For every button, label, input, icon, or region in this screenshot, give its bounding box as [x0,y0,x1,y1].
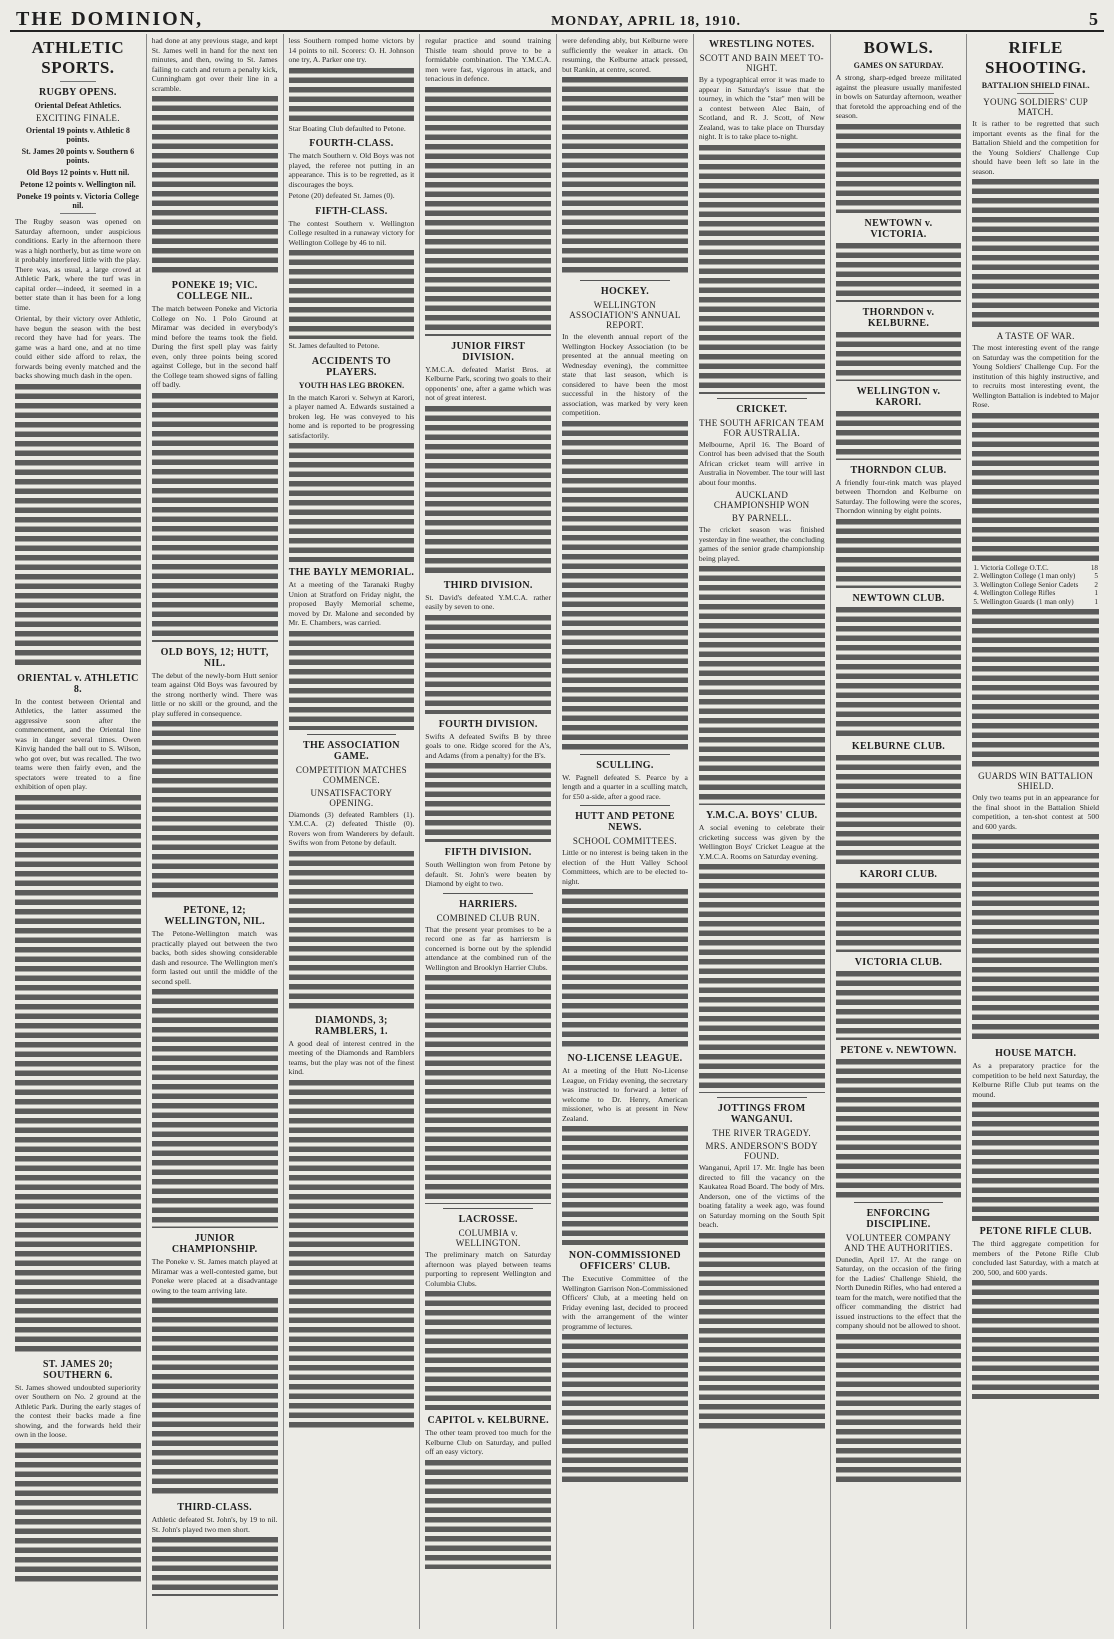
column-text-block [152,392,278,642]
team-score: 1 [1094,589,1098,598]
article-subheading: NEWTOWN CLUB. [852,592,945,604]
article-subheading: NO-LICENSE LEAGUE. [567,1053,683,1064]
article-subheading: KELBURNE CLUB. [851,740,946,752]
column-8 [967,34,1104,1629]
column-text-block [289,850,415,1010]
article-paragraph: Star Boating Club defaulted to Petone. [288,123,406,133]
article-paragraph: Athletic defeated St. John's, by 19 to nil. St. John's played two men short. [151,1515,278,1534]
article-subheading: VICTORIA CLUB. [854,956,943,968]
article-subheading: GAMES ON SATURDAY. [853,61,944,70]
column-text-block [836,882,962,952]
article-paragraph: The Rugby season was opened on Saturday afternoon, under auspicious conditions. Early in the afternoon there was a high northerly, but as time wore on it probably interfered little with the play. There was, as usual, a large crowd at Athletic Park, where the turf was in capital order—indeed, it seemed in a better state than it has been for a long time. [15,217,141,312]
column-text-block [699,144,825,394]
column-text-block [562,1333,688,1483]
column-text-block [836,754,962,864]
article-paragraph: A strong, sharp-edged breeze militated against the pleasure usually manifested in bowls on Saturday afternoon, weather that foretold the approaching end of the season. [835,73,962,120]
article-paragraph: A friendly four-rink match was played between Thorndon and Kelburne on Saturday. The following were the scores, Thorndon winning by eight points. [835,477,962,515]
team-score: 2 [1094,580,1098,589]
article-paragraph: As a preparatory practice for the competition to be held next Saturday, the Kelburne Rifle Club put teams on the mound. [972,1061,1099,1099]
article-subheading: FOURTH-CLASS. [309,138,394,149]
result-line: Old Boys 12 points v. Hutt nil. [26,168,130,177]
article-paragraph: In the eleventh annual report of the Wellington Hockey Association (to be presented at the annual meeting on Wednesday evening), the committee state that last season, which is considered to have been the most successful in the history of the association, was marked by very keen competition. [562,332,688,417]
column-text-block [836,123,962,213]
article-subheading: PETONE RIFLE CLUB. [979,1226,1092,1238]
article-subheading: THORNDON v. KELBURNE. [862,306,935,329]
result-line: St. James 20 points v. Southern 6 points. [21,147,135,165]
article-paragraph: In the match Karori v. Selwyn at Karori, a player named A. Edwards sustained a broken leg. He was conveyed to his home and is reported to be progressing satisfactorily. [288,392,415,440]
masthead [10,6,1104,32]
article-paragraph: St. James defaulted to Petone. [288,341,380,350]
article-subheading: PONEKE 19; VIC. COLLEGE NIL. [171,280,258,302]
article-paragraph: Oriental, by their victory over Athletic, have begun the season with the best record they have had for years. The game was a hard one, and at no time could either side afford to relax, the forwards being evenly matched and the backs showing much dash in the open. [15,314,141,380]
column-text-block [152,720,278,900]
article-paragraph: Melbourne, April 16. The Board of Control has been advised that the South African cricket team will arrive in Australia in November. The tour will last about four months. [698,439,825,487]
column-text-block [972,608,1099,768]
column-text-block [425,405,551,575]
article-subheading: BATTALION SHIELD FINAL. [981,81,1090,90]
article-paragraph: Y.M.C.A. defeated Marist Bros. at Kelburne Park, scoring two goals to their opponents' one, after a game which was not of great interest. [425,364,552,402]
team-name: 3. Wellington College Senior Cadets [973,580,1079,589]
article-paragraph: The most interesting event of the range on Saturday was the competition for the Young Soldiers' Challenge Cup. For the institution of this highly instructive, and to recruits most interesting event, the Wellington Battalion is indebted to Major Rose. [972,343,1099,409]
column-text-block [836,410,962,460]
column-text-block [699,565,825,805]
article-subheading: COMPETITION MATCHES COMMENCE. [295,764,407,785]
article-subheading: YOUNG SOLDIERS' CUP MATCH. [983,97,1089,117]
article-subheading: THE BAYLY MEMORIAL. [288,567,415,578]
article-subheading: NEWTOWN v. VICTORIA. [864,217,933,240]
article-subheading: YOUTH HAS LEG BROKEN. [298,380,405,390]
article-paragraph: Wanganui, April 17. Mr. Ingle has been directed to fill the vacancy on the Kaukatea Road Board. The body of Mrs. Anderson, one of the victims of the boating fatality a week ago, was found on Saturday morning on the South Spit beach. [698,1163,825,1229]
wanganui-heading: JOTTINGS FROM WANGANUI. [717,1103,806,1125]
article-subheading: COMBINED CLUB RUN. [436,912,540,923]
athletic-sports-heading: ATHLETIC SPORTS. [31,38,125,77]
article-subheading: THE SOUTH AFRICAN TEAM FOR AUSTRALIA. [699,417,825,438]
discipline-heading: ENFORCING DISCIPLINE. [866,1207,931,1230]
article-subheading: KARORI CLUB. [859,868,938,880]
column-text-block [699,863,825,1093]
article-subheading: BY PARNELL. [731,513,792,523]
oriental-subheading: Oriental Defeat Athletics. [34,101,122,110]
article-subheading: THE RIVER TRAGEDY. [712,1128,811,1138]
column-text-block [15,794,141,1354]
article-subheading: JUNIOR FIRST DIVISION. [451,340,526,363]
rifle-shooting-heading: RIFLE SHOOTING. [985,38,1087,77]
column-text-block [562,1125,688,1245]
team-score: 1 [1094,597,1098,606]
team-results-table [972,564,1099,607]
column-text-block [152,1297,278,1497]
column-text-block [152,1536,278,1596]
wrestling-heading: WRESTLING NOTES. [709,39,815,50]
article-paragraph: Petone (20) defeated St. James (0). [288,191,395,200]
article-subheading: ACCIDENTS TO PLAYERS. [311,355,391,378]
article-subheading: A TASTE OF WAR. [996,331,1075,341]
column-text-block [15,383,141,668]
issue-date: MONDAY, APRIL 18, 1910. [551,14,742,29]
team-score: 5 [1094,572,1098,581]
article-subheading: ORIENTAL v. ATHLETIC 8. [17,672,139,695]
column-text-block [836,331,962,381]
article-paragraph: Little or no interest is being taken in the election of the Hutt Valley School Committees, which are to be elected to-night. [562,848,688,886]
article-paragraph: were defending ably, but Kelburne were sufficiently the weaker in attack. On resuming, the Kelburne attack pressed, but Rankin, at centre, scored. [562,36,688,74]
column-5 [557,34,694,1629]
table-row [972,581,1099,590]
column-text-block [289,1079,415,1429]
article-subheading: JUNIOR CHAMPIONSHIP. [171,1233,258,1255]
column-text-block [836,970,962,1040]
article-paragraph: had done at any previous stage, and kept St. James well in hand for the next ten minutes, and then, owing to St. James failing to catch and return a penalty kick, Cunningham got over their line in a scramble. [151,36,278,93]
article-subheading: THORNDON CLUB. [850,464,947,476]
bowls-heading: BOWLS. [863,38,934,57]
article-paragraph: The cricket season was finished yesterday in fine weather, the concluding games of the senior grade championship being played. [698,525,825,563]
column-text-block [289,630,415,730]
article-subheading: FIFTH DIVISION. [444,847,532,858]
article-paragraph: Diamonds (3) defeated Ramblers (1). Y.M.C.A. (2) defeated Thistle (0). Rovers won from Wanderers by default. Swifts won from Petone by default. [288,809,415,847]
column-3 [284,34,421,1629]
article-subheading: FOURTH DIVISION. [438,718,538,730]
article-paragraph: The Poneke v. St. James match played at Miramar was a well-contested game, but Poneke were placed at a disadvantage owing to the team arriving late. [151,1257,278,1295]
table-row [972,589,1099,598]
column-text-block [289,442,415,562]
page-number: 5 [1089,9,1098,29]
column-text-block [972,1279,1099,1399]
column-text-block [562,76,688,276]
result-line: Oriental 19 points v. Athletic 8 points. [25,126,130,144]
column-text-block [425,614,551,714]
sculling-heading: SCULLING. [596,759,654,771]
article-subheading: SCHOOL COMMITTEES. [572,836,677,846]
association-game-heading: THE ASSOCIATION GAME. [302,739,400,762]
column-7 [831,34,968,1629]
team-name: 1. Victoria College O.T.C. [973,563,1049,572]
article-subheading: WELLINGTON v. KARORI. [856,385,941,408]
article-paragraph: It is rather to be regretted that such important events as the final for the Battalion Shield and the competition for the Young Soldiers' Challenge Cup should have been left so late in the season. [972,119,1099,176]
article-paragraph: A good deal of interest centred in the meeting of the Diamonds and Ramblers teams, but the play was not of the finest kind. [288,1038,415,1076]
column-text-block [972,1101,1099,1221]
article-subheading: FIFTH-CLASS. [315,205,388,217]
team-name: 2. Wellington College (1 man only) [973,572,1076,581]
article-subheading: OLD BOYS, 12; HUTT, NIL. [160,646,269,669]
article-subheading: SCOTT AND BAIN MEET TO-NIGHT. [699,53,824,73]
table-row [972,572,1099,581]
article-paragraph: The preliminary match on Saturday afternoon was played between teams purporting to represent Wellington and Columbia Clubs. [425,1250,552,1288]
article-subheading: PETONE, 12; WELLINGTON, NIL. [164,905,265,927]
column-text-block [836,1333,962,1483]
cricket-heading: CRICKET. [736,403,788,415]
column-text-block [972,412,1099,562]
article-paragraph: The Executive Committee of the Wellington Garrison Non-Commissioned Officers' Club, at a meeting held on Friday evening last, decided to proceed with the arrangement of the winter programme of lectures. [562,1274,688,1331]
article-paragraph: regular practice and sound training Thistle team should prove to be a formidable combination. The Y.M.C.A. men were fast, vigorous in attack, and tenacious in defence. [425,36,552,83]
article-subheading: CAPITOL v. KELBURNE. [427,1415,549,1426]
column-text-block [562,420,688,750]
article-paragraph: The other team proved too much for the Kelburne Club on Saturday, and pulled off an easy victory. [425,1428,552,1456]
column-6 [694,34,831,1629]
column-text-block [836,1058,962,1198]
article-paragraph: St. James showed undoubted superiority over Southern on No. 2 ground at the Athletic Park. During the early stages of the contest their backs made a fine showing, and the forwards held their own in the loose. [15,1382,141,1439]
result-line: Petone 12 points v. Wellington nil. [20,180,136,189]
article-paragraph: The contest Southern v. Wellington College resulted in a runaway victory for Wellington College by 46 to nil. [288,218,415,247]
article-paragraph: Swifts A defeated Swifts B by three goals to one. Ridge scored for the A's, and Adams (from a penalty) for the B's. [425,731,552,760]
article-paragraph: St. David's defeated Y.M.C.A. rather easily by seven to one. [425,592,552,611]
team-score: 18 [1090,563,1098,572]
article-paragraph: At a meeting of the Hutt No-License League, on Friday evening, the secretary was instructed to forward a letter of welcome to Dr. Henry, American missioner, who is at present in New Zealand. [562,1066,688,1123]
column-text-block [15,1442,141,1582]
article-subheading: NON-COMMISSIONED OFFICERS' CLUB. [568,1250,681,1272]
column-text-block [152,95,278,275]
column-text-block [425,762,551,842]
newspaper-title: THE DOMINION, [16,8,204,30]
column-text-block [836,606,962,736]
article-paragraph: At a meeting of the Taranaki Rugby Union at Stratford on Friday night, the proposed Bayly Memorial scheme, moved by Dr. Malone and seconded by Mr. E. Chambers, was carried. [288,580,415,627]
columns [10,34,1104,1629]
column-text-block [836,518,962,588]
team-name: 5. Wellington Guards (1 man only) [973,597,1074,606]
article-subheading: AUCKLAND CHAMPIONSHIP WON [713,490,810,510]
article-subheading: ST. JAMES 20; SOUTHERN 6. [42,1358,113,1381]
article-paragraph: The match between Poneke and Victoria College on No. 1 Polo Ground at Miramar was decided in everybody's mind before the teams took the field. During the first spell play was fairly even, only three points being scored against College, but in the second half the College team showed signs of falling off badly. [151,304,278,389]
article-paragraph: A social evening to celebrate their cricketing success was given by the Wellington Boys' Cricket League at the Y.M.C.A. Rooms on Saturday evening. [698,823,825,861]
column-text-block [289,249,415,339]
exciting-finale-heading: EXCITING FINALE. [35,113,120,123]
column-text-block [699,1232,825,1432]
article-paragraph: South Wellington won from Petone by default. St. John's were beaten by Diamond by eight to two. [425,860,552,888]
article-subheading: HOUSE MATCH. [995,1048,1077,1060]
column-text-block [289,67,415,122]
article-paragraph: Dunedin, April 17. At the range on Saturday, on the occasion of the firing for the Ladies' Challenge Shield, the North Dunedin Rifles, who had entered a team for the match, were notified that the officer commanding the district had issued instructions to the effect that the company should not be allowed to shoot. [835,1254,962,1330]
article-subheading: DIAMONDS, 3; RAMBLERS, 1. [315,1014,388,1037]
article-paragraph: In the contest between Oriental and Athletics, the latter assumed the aggressive soon after the commencement, and the Oriental line was in danger several times. Owen Kinvig handed the ball out to S. Wilson, who got over, but was recalled. The two teams were then fairly even, and the spectators were treated to a fine exhibition of open play. [15,696,141,791]
article-subheading: UNSATISFACTORY OPENING. [310,787,393,808]
article-subheading: WELLINGTON ASSOCIATION'S ANNUAL REPORT. [569,300,681,330]
article-paragraph: The third aggregate competition for members of the Petone Rifle Club concluded last Saturday, with a match at 200, 500, and 600 yards. [972,1239,1099,1277]
column-text-block [425,1290,551,1410]
column-text-block [425,86,551,336]
column-text-block [836,242,962,302]
article-subheading: GUARDS WIN BATTALION SHIELD. [978,771,1094,792]
article-subheading: THIRD-CLASS. [177,1502,252,1513]
article-subheading: Y.M.C.A. BOYS' CLUB. [705,810,818,821]
column-text-block [972,833,1099,1043]
column-text-block [425,974,551,1204]
article-subheading: COLUMBIA v. WELLINGTON. [455,1228,521,1248]
column-text-block [152,988,278,1228]
lacrosse-heading: LACROSSE. [458,1214,518,1225]
result-line: Poneke 19 points v. Victoria College nil. [16,192,139,210]
article-paragraph: less Southern romped home victors by 14 points to nil. Scorers: O. H. Johnson one try, A. Parker one try. [288,36,415,64]
column-2 [147,34,284,1629]
article-paragraph: The debut of the newly-born Hutt senior team against Old Boys was favoured by the strong northerly wind. There was little or no skill or the ground, and the play suffered in consequence. [151,670,278,718]
article-subheading: MRS. ANDERSON'S BODY FOUND. [705,1141,818,1161]
column-1 [10,34,147,1629]
hockey-heading: HOCKEY. [600,286,650,297]
column-text-block [562,888,688,1048]
table-row [972,598,1099,607]
article-subheading: THIRD DIVISION. [443,579,533,591]
article-paragraph: The match Southern v. Old Boys was not played, the referee not putting in an appearance. This is to be regretted, as it discourages the boys. [288,151,415,189]
article-subheading: VOLUNTEER COMPANY AND THE AUTHORITIES. [844,1232,953,1253]
harriers-heading: HARRIERS. [459,898,518,910]
article-subheading: PETONE v. NEWTOWN. [840,1044,957,1056]
column-text-block [425,1459,551,1569]
article-paragraph: The Petone-Wellington match was practically played out between the two backs, both sides showing considerable dash and resource. The Wellington men's form lasted out until the middle of the second spell. [151,929,278,986]
table-row [972,564,1099,573]
article-paragraph: That the present year promises to be a record one as far as harriersm is concerned is borne out by the splendid attendance at the combined run of the Wellington and Brooklyn Harrier Clubs. [425,924,552,972]
team-name: 4. Wellington College Rifles [973,589,1056,598]
article-paragraph: By a typographical error it was made to appear in Saturday's issue that the tourney, in which the "star" men will be a contest between Alec Bain, of Scotland, and R. J. Scott, of New Zealand, was to take place on Thursday night. It is to take place to-night. [698,75,825,141]
rugby-opens-heading: RUGBY OPENS. [39,87,117,98]
hutt-petone-heading: HUTT AND PETONE NEWS. [575,811,675,833]
article-paragraph: W. Pagnell defeated S. Pearce by a length and a quarter in a sculling match, for £50 a-side, after a good race. [562,772,688,801]
column-4 [420,34,557,1629]
article-paragraph: Only two teams put in an appearance for the final shoot in the Battalion Shield competition, a ten-shot contest at 500 and 600 yards. [972,793,1099,831]
column-text-block [972,178,1099,328]
